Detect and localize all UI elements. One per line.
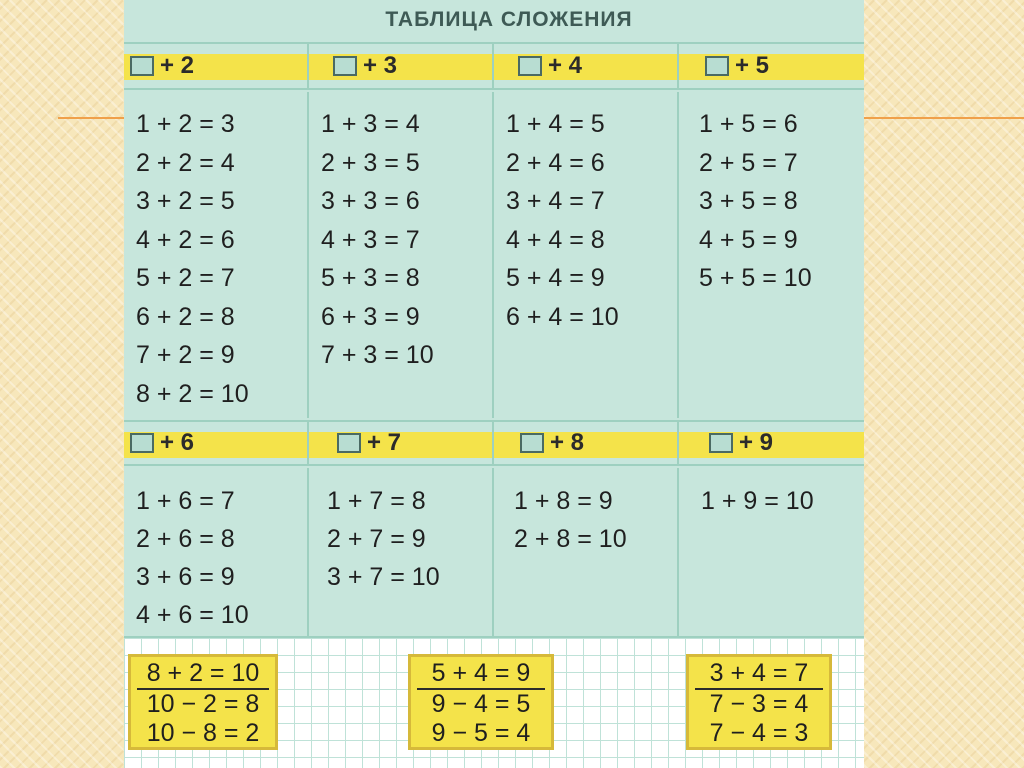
equation: 2 + 2 = 4 xyxy=(136,148,235,177)
example-sum: 3 + 4 = 7 xyxy=(695,659,823,690)
example-frame-3 xyxy=(686,654,832,750)
equation: 6 + 3 = 9 xyxy=(321,302,420,331)
header-row-top xyxy=(124,42,864,90)
equation: 4 + 6 = 10 xyxy=(136,601,249,629)
empty-box-icon xyxy=(130,56,154,76)
column-plus-5 xyxy=(679,92,864,418)
header-label: + 5 xyxy=(735,52,770,79)
column-plus-9 xyxy=(679,468,864,636)
header-cell-plus-7 xyxy=(309,422,494,464)
equation: 4 + 3 = 7 xyxy=(321,225,420,254)
equation: 6 + 2 = 8 xyxy=(136,302,235,331)
header-cell-plus-3 xyxy=(309,44,494,88)
example-sum: 5 + 4 = 9 xyxy=(417,659,545,690)
header-label: + 4 xyxy=(548,52,583,79)
equation: 1 + 5 = 6 xyxy=(699,110,798,138)
equation: 8 + 2 = 10 xyxy=(136,379,249,408)
column-plus-6 xyxy=(124,468,309,636)
equation: 4 + 5 = 9 xyxy=(699,225,798,254)
equation: 7 + 2 = 9 xyxy=(136,341,235,369)
empty-box-icon xyxy=(333,56,357,76)
equation: 7 + 3 = 10 xyxy=(321,341,434,369)
header-cell-plus-6 xyxy=(124,422,309,464)
column-plus-3 xyxy=(309,92,494,418)
equation: 2 + 4 = 6 xyxy=(506,148,605,177)
grid-paper-area xyxy=(124,636,864,768)
column-plus-7 xyxy=(309,468,494,636)
column-plus-2 xyxy=(124,92,309,418)
example-difference: 7 − 4 = 3 xyxy=(709,719,809,747)
header-cell-plus-2 xyxy=(124,44,309,88)
equation: 1 + 7 = 8 xyxy=(327,487,426,515)
decorative-line-right xyxy=(864,117,1024,119)
equation: 1 + 6 = 7 xyxy=(136,487,235,515)
empty-box-icon xyxy=(705,56,729,76)
example-difference: 10 − 2 = 8 xyxy=(146,690,260,718)
header-cell-plus-4 xyxy=(494,44,679,88)
equation: 5 + 5 = 10 xyxy=(699,264,812,292)
equation: 3 + 3 = 6 xyxy=(321,187,420,215)
header-label: + 8 xyxy=(550,429,585,456)
equation: 5 + 2 = 7 xyxy=(136,264,235,292)
equation: 1 + 2 = 3 xyxy=(136,110,235,138)
example-sum: 8 + 2 = 10 xyxy=(137,659,269,690)
empty-box-icon xyxy=(709,433,733,453)
equation: 3 + 5 = 8 xyxy=(699,187,798,215)
equation: 6 + 4 = 10 xyxy=(506,302,619,331)
equation: 5 + 4 = 9 xyxy=(506,264,605,292)
equation: 1 + 9 = 10 xyxy=(701,487,814,515)
table-block-bottom xyxy=(124,418,864,636)
example-frame-1 xyxy=(128,654,278,750)
columns-bottom xyxy=(124,468,864,636)
header-label: + 2 xyxy=(160,52,195,79)
column-plus-8 xyxy=(494,468,679,636)
empty-box-icon xyxy=(337,433,361,453)
empty-box-icon xyxy=(130,433,154,453)
equation: 2 + 6 = 8 xyxy=(136,525,235,553)
column-plus-4 xyxy=(494,92,679,418)
decorative-line-left xyxy=(58,117,126,119)
header-label: + 6 xyxy=(160,429,195,456)
equation: 2 + 3 = 5 xyxy=(321,148,420,177)
addition-table-page xyxy=(124,0,864,768)
header-cell-plus-8 xyxy=(494,422,679,464)
columns-top xyxy=(124,92,864,418)
example-frame-2 xyxy=(408,654,554,750)
equation: 5 + 3 = 8 xyxy=(321,264,420,292)
example-difference: 9 − 4 = 5 xyxy=(431,690,531,718)
equation: 2 + 7 = 9 xyxy=(327,525,426,553)
example-difference: 9 − 5 = 4 xyxy=(431,719,531,747)
header-label: + 9 xyxy=(739,429,774,456)
equation: 2 + 8 = 10 xyxy=(514,525,627,553)
empty-box-icon xyxy=(520,433,544,453)
header-label: + 7 xyxy=(367,429,402,456)
equation: 3 + 6 = 9 xyxy=(136,563,235,591)
example-difference: 7 − 3 = 4 xyxy=(709,690,809,718)
equation: 3 + 4 = 7 xyxy=(506,187,605,215)
equation: 3 + 2 = 5 xyxy=(136,187,235,215)
table-block-top xyxy=(124,42,864,418)
example-difference: 10 − 8 = 2 xyxy=(146,719,260,747)
page-title: ТАБЛИЦА СЛОЖЕНИЯ xyxy=(385,8,633,31)
equation: 1 + 4 = 5 xyxy=(506,110,605,138)
equation: 4 + 2 = 6 xyxy=(136,225,235,254)
empty-box-icon xyxy=(518,56,542,76)
equation: 2 + 5 = 7 xyxy=(699,148,798,177)
equation: 3 + 7 = 10 xyxy=(327,563,440,591)
header-cell-plus-9 xyxy=(679,422,864,464)
equation: 4 + 4 = 8 xyxy=(506,225,605,254)
equation: 1 + 8 = 9 xyxy=(514,487,613,515)
equation: 1 + 3 = 4 xyxy=(321,110,420,138)
header-cell-plus-5 xyxy=(679,44,864,88)
header-label: + 3 xyxy=(363,52,398,79)
header-row-bottom xyxy=(124,420,864,466)
